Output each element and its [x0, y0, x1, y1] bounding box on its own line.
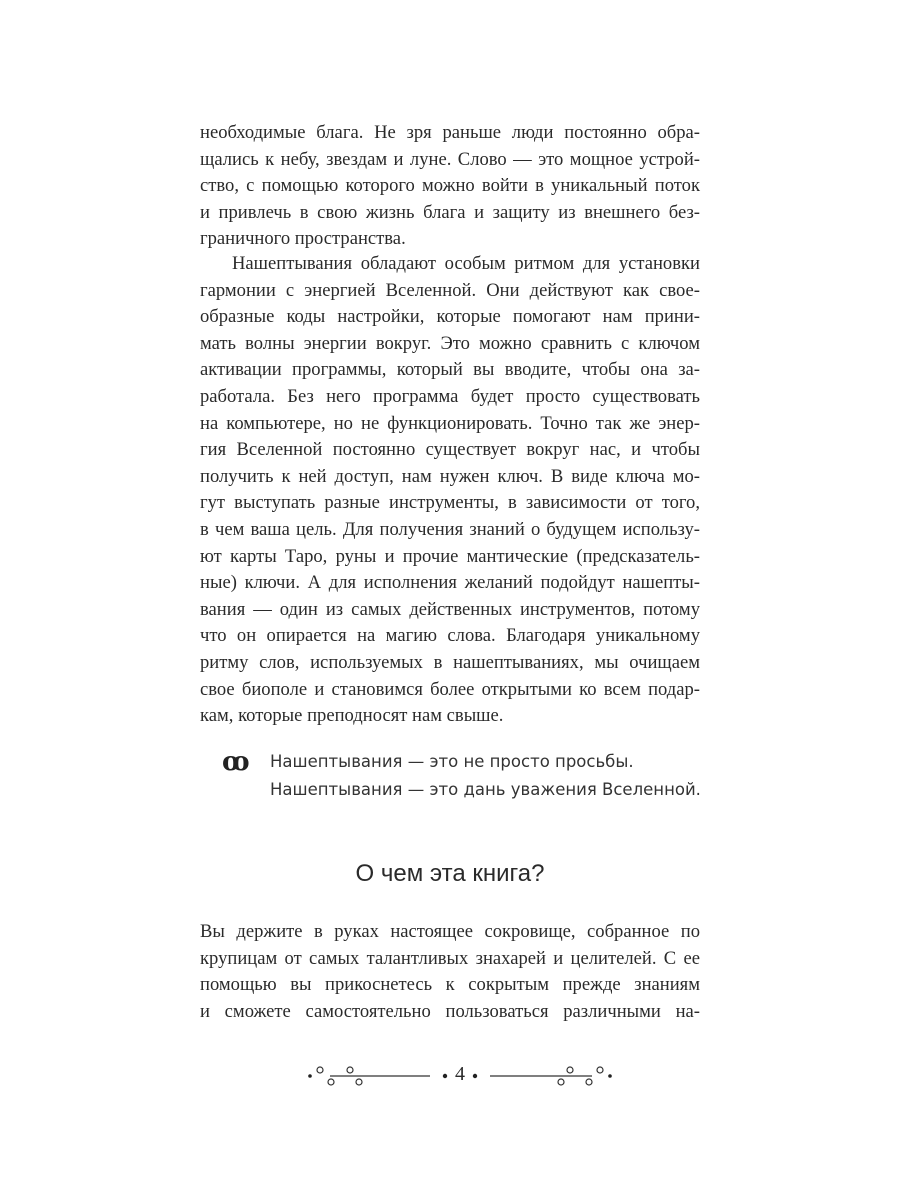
text-line: гармонии с энергией Вселенной. Они действуют как свое- — [200, 279, 700, 301]
paragraph-1 — [200, 120, 700, 253]
text-line: ритму слов, используемых в нашептываниях, мы очищаем — [200, 651, 700, 673]
text-line: образные коды настройки, которые помогают нам прини- — [200, 306, 700, 328]
text-line: и привлечь в свою жизнь блага и защиту из внешнего без- — [200, 201, 700, 223]
text-line: ство, с помощью которого можно войти в уникальный поток — [200, 175, 700, 197]
text-line: гут выступать разные инструменты, в зависимости от того, — [200, 492, 700, 514]
page-number: 4 — [455, 1063, 465, 1085]
paragraph-2 — [200, 251, 700, 730]
text-line: получить к ней доступ, нам нужен ключ. В виде ключа мо- — [200, 465, 700, 487]
text-line: свое биополе и становимся более открытыми ко всем подар- — [200, 678, 700, 700]
text-line: мать волны энергии вокруг. Это можно сравнить с ключом — [200, 332, 700, 354]
text-line: крупицам от самых талантливых знахарей и целителей. С ее — [200, 947, 700, 969]
ornament-icon: ꝏ — [222, 747, 250, 777]
text-line: граничного пространства. — [200, 228, 406, 250]
text-line: в чем ваша цель. Для получения знаний о будущем использу- — [200, 518, 700, 540]
text-line: активации программы, который вы вводите, чтобы она за- — [200, 359, 700, 381]
text-line: Вы держите в руках настоящее сокровище, собранное по — [200, 921, 700, 942]
quote-line: Нашептывания — это не просто просьбы. — [270, 752, 634, 771]
text-line: Нашептывания обладают особым ритмом для установки — [232, 253, 700, 274]
page-footer — [300, 1062, 620, 1090]
text-line: работала. Без него программа будет просто существовать — [200, 385, 700, 407]
text-line: кам, которые преподносят нам свыше. — [200, 705, 504, 727]
text-line: помощью вы прикоснетесь к сокрытым прежде знаниям — [200, 974, 700, 996]
text-line: гия Вселенной постоянно существует вокруг нас, и чтобы — [200, 439, 700, 461]
section-heading: О чем эта книга? — [355, 860, 545, 887]
text-line: необходимые блага. Не зря раньше люди постоянно обра- — [200, 122, 700, 143]
text-line: на компьютере, но не функционировать. Точно так же энер- — [200, 412, 700, 434]
quote-line: Нашептывания — это дань уважения Вселенной. — [270, 780, 701, 799]
paragraph-3 — [200, 919, 700, 1025]
text-line: щались к небу, звездам и луне. Слово — это мощное устрой- — [200, 148, 700, 170]
quote-block — [222, 748, 702, 804]
text-line: что он опирается на магию слова. Благодаря уникальному — [200, 625, 700, 647]
text-line: ные) ключи. А для исполнения желаний подойдут нашепты- — [200, 572, 700, 594]
text-line: вания — один из самых действенных инструментов, потому — [200, 598, 700, 620]
text-line: ют карты Таро, руны и прочие мантические (предсказатель- — [200, 545, 700, 567]
text-line: и сможете самостоятельно пользоваться различными на- — [200, 1000, 700, 1022]
